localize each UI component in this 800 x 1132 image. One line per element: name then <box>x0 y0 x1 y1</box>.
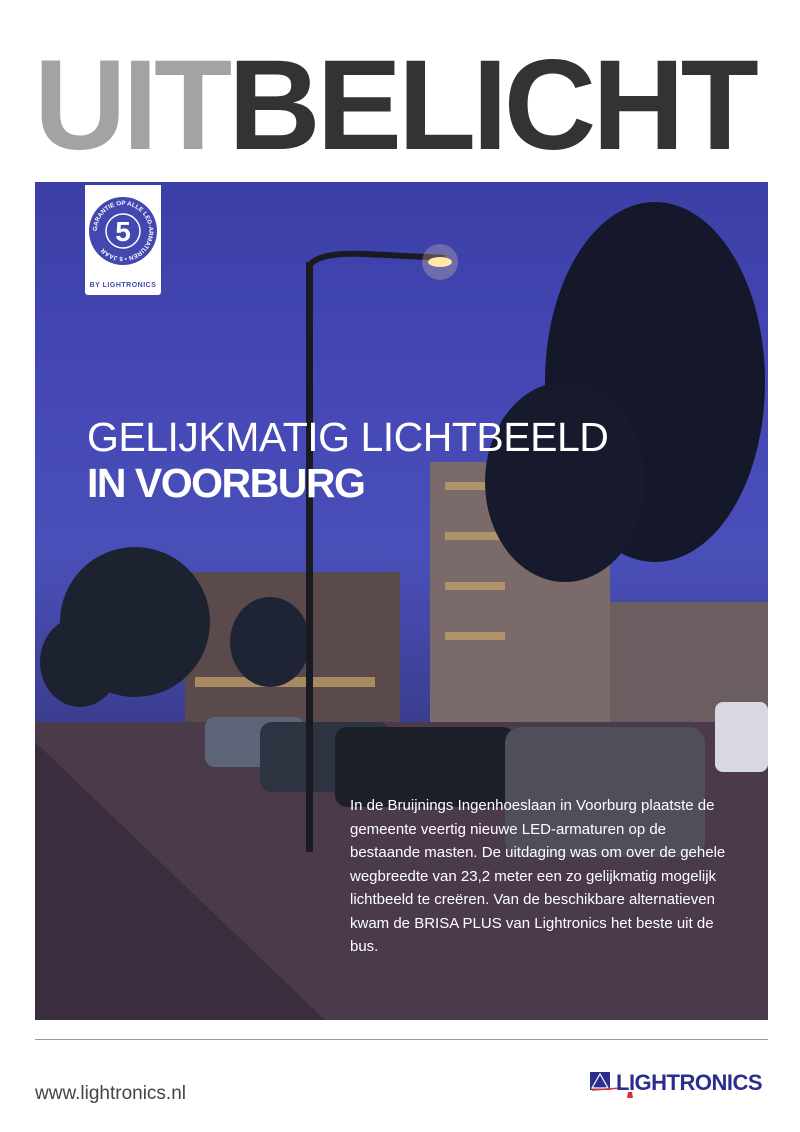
warranty-badge <box>85 185 161 295</box>
headline <box>87 414 727 506</box>
logo-wordmark: LIGHTRONICS <box>616 1070 763 1095</box>
masthead-belicht: BELICHT <box>228 34 755 177</box>
headline-line2: IN VOORBURG <box>87 460 365 506</box>
badge-by-text: BY LIGHTRONICS <box>89 282 157 289</box>
footer-divider <box>35 1039 768 1040</box>
warranty-seal <box>89 197 157 265</box>
masthead-title <box>34 36 755 176</box>
website-link[interactable]: www.lightronics.nl <box>35 1083 186 1104</box>
badge-number: 5 <box>115 216 131 247</box>
intro-paragraph: In de Bruijnings Ingenhoeslaan in Voorburg plaatste de gemeente veertig nieuwe LED-armaturen op de bestaande masten. De uitdaging was om over de gehele wegbreedte van 23,2 meter een zo gelijkmatig mogelijk lichtbeeld te creëren. Van de beschikbare alternatieven kwam de BRISA PLUS van Lightronics het beste uit de bus. <box>350 797 726 955</box>
masthead-uit: UIT <box>34 34 229 177</box>
lightronics-logo <box>588 1066 770 1107</box>
badge-ring-text: GARANTIE OP ALLE LED-ARMATUREN • 5 JAAR <box>91 199 155 263</box>
headline-line1: GELIJKMATIG LICHTBEELD <box>87 414 609 460</box>
cover-photo <box>35 182 768 1020</box>
